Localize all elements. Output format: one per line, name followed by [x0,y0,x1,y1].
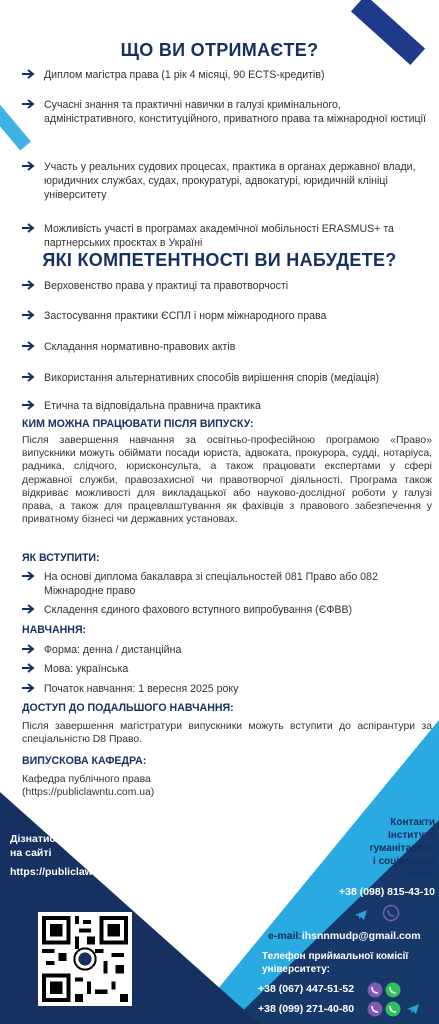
department-title: ВИПУСКОВА КАФЕДРА: [22,755,147,767]
arrow-right-icon [22,341,36,351]
whatsapp-icon[interactable] [384,1000,402,1018]
email-link[interactable]: ihsnnmudp@gmail.com [301,930,421,942]
career-text: Після завершення навчання за освітньо-професійною програмою «Право» випускники можуть обіймати посади юриста, адвоката, прокурора, судді, нотаріуса, радника, слідчого, юрисконсульта, а також працювати експертами у сфері державної служби, правозахисної чи правотворчої діяльності. Програма також відкриває можливості для викладацької або науково-дослідної роботи у галузі права, а також для працевлаштування як фахівців з правового забезпечення у приватному бізнесі чи державних установах. [22,435,432,526]
admission-phone-1[interactable]: +38 (067) 447-51-52 [258,983,355,995]
arrow-right-icon [22,310,36,320]
department-link[interactable]: (https://publiclawntu.com.ua) [22,787,155,798]
admission-phone-title: Телефон приймальної комісії університету: [262,951,409,975]
list-item: Складення єдиного фахового вступного випробування (ЄФВВ) [22,603,432,617]
admission-phone-2[interactable]: +38 (099) 271-40-80 [258,1003,355,1015]
telegram-icon[interactable] [404,1000,422,1018]
arrow-right-icon [22,99,36,109]
section-title-benefits: ЩО ВИ ОТРИМАЄТЕ? [120,40,319,60]
arrow-right-icon [22,400,36,410]
whatsapp-icon[interactable] [384,981,402,999]
further-study-text: Після завершення магістратури випускники можуть вступити до аспірантури за спеціальністю D8 Право. [22,721,432,746]
list-item: Мова: українська [22,662,432,676]
study-title: НАВЧАННЯ: [22,624,87,636]
list-item: Верховенство права у практиці та правотворчості [22,279,432,293]
list-item: На основі диплома бакалавра зі спеціальностей 081 Право або 082 Міжнародне право [22,570,432,598]
section-title-competences: ЯКІ КОМПЕТЕНТНОСТІ ВИ НАБУДЕТЕ? [42,250,397,270]
telegram-icon[interactable] [352,906,370,924]
arrow-right-icon [22,280,36,290]
institute-phone[interactable]: +38 (098) 815-43-10 [338,886,435,898]
arrow-right-icon [22,372,36,382]
list-item: Можливість участі в програмах академічної мобільності ERASMUS+ та партнерських проєктах в Україні [22,222,432,250]
arrow-right-icon [22,604,36,614]
list-item: Диплом магістра права (1 рік 4 місяці, 90 ECTS-кредитів) [22,68,432,82]
email-row: e-mail:ihsnnmudp@gmail.com [268,930,421,942]
list-item: Сучасні знання та практичні навички в галузі кримінального, адміністративного, конституційного, приватного права та міжнародної юстиції [22,98,432,126]
viber-icon[interactable] [366,981,384,999]
list-item: Форма: денна / дистанційна [22,643,432,657]
arrow-right-icon [22,571,36,581]
more-info-label: Дізнатися більше на сайті [10,833,102,859]
viber-icon[interactable] [366,1000,384,1018]
admission-title: ЯК ВСТУПИТИ: [22,552,100,564]
list-item: Участь у реальних судових процесах, практика в органах державної влади, юридичних службах, судах, прокуратурі, адвокатурі, юридичній клініці університету [22,160,432,202]
site-link[interactable]: https://publiclawntu.com.ua [10,866,149,878]
career-title: КИМ МОЖНА ПРАЦЮВАТИ ПІСЛЯ ВИПУСКУ: [22,418,254,430]
list-item: Етична та відповідальна правнича практика [22,399,432,413]
list-item: Початок навчання: 1 вересня 2025 року [22,682,432,696]
department-name: Кафедра публічного права [22,774,151,785]
arrow-right-icon [22,644,36,654]
arrow-right-icon [22,161,36,171]
list-item: Використання альтернативних способів вирішення спорів (медіація) [22,371,432,385]
qr-code [38,912,132,1006]
arrow-right-icon [22,663,36,673]
arrow-right-icon [22,69,36,79]
list-item: Застосування практики ЄСПЛ і норм міжнародного права [22,309,432,323]
contacts-title: Контакти Інституту гуманітарних і соціальних наук: [369,817,435,880]
viber-icon[interactable] [382,904,400,922]
arrow-right-icon [22,683,36,693]
further-study-title: ДОСТУП ДО ПОДАЛЬШОГО НАВЧАННЯ: [22,702,234,714]
list-item: Складання нормативно-правових актів [22,340,432,354]
arrow-right-icon [22,223,36,233]
